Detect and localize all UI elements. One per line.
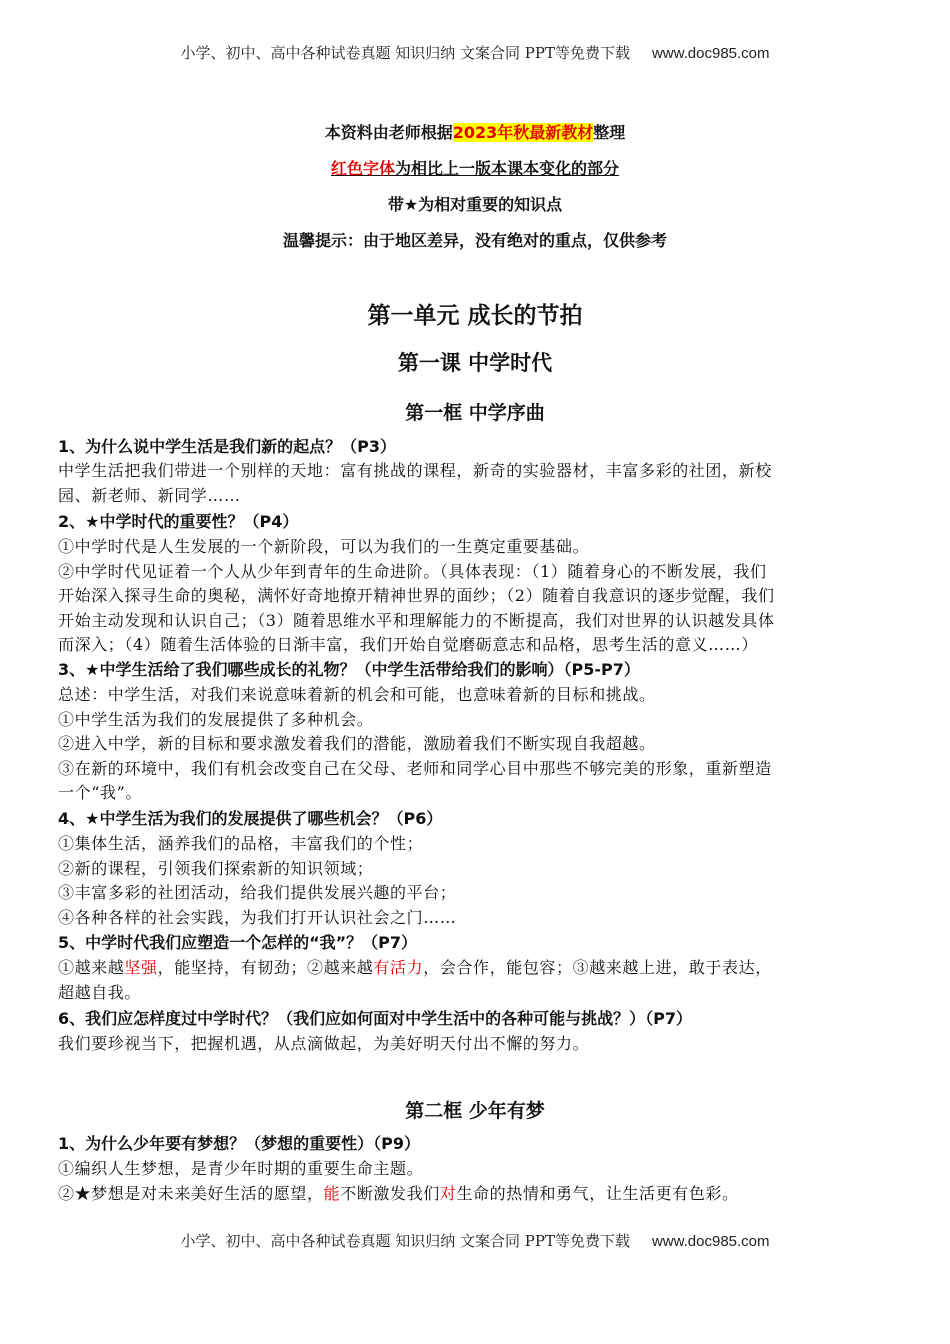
question-6: 6、我们应怎样度过中学时代？（我们应如何面对中学生活中的各种可能与挑战？）（P7） [58,1009,692,1028]
unit-title: 第一单元 成长的节拍 [367,303,583,329]
red-text: 对 [439,1183,457,1203]
question-3: 3、★中学生活给了我们哪些成长的礼物？（中学生活带给我们的影响）（P5-P7） [58,660,640,679]
answer-2: ①中学时代是人生发展的一个新阶段，可以为我们的一生奠定重要基础。 ②中学时代见证着一个人从少年到青年的生命进阶。（具体表现：（1）随着身心的不断发展，我们 开始深入探寻生命的奥秘，满怀好奇地撩开精神世界的面纱；（2）随着自我意识的逐步觉醒，我们 开始主动发现和认识自己；（3）随着思维水平和理解能力的不断提高，我们对世界的认识越发具体 而深入；（4）随着生活体验的日渐丰富，我们开始自觉磨砺意志和品格，思考生活的意义……） [58,537,775,654]
intro-line-4: 温馨提示：由于地区差异，没有绝对的重点，仅供参考 [282,231,667,250]
red-text: 能 [323,1183,341,1203]
question-2: 2、★中学时代的重要性？（P4） [58,512,299,531]
lesson-title: 第一课 中学时代 [397,351,553,375]
section-title: 第一框 中学序曲 [405,402,545,424]
section-title: 第二框 少年有梦 [405,1100,545,1122]
answer-3: 总述：中学生活，对我们来说意味着新的机会和可能，也意味着新的目标和挑战。 ①中学生活为我们的发展提供了多种机会。 ②进入中学，新的目标和要求激发着我们的潜能，激励着我们不断实现自我超越。 ③在新的环境中，我们有机会改变自己在父母、老师和同学心目中那些不够完美的形象，重新塑造 一个“我”。 [58,685,772,802]
answer-1: 中学生活把我们带进一个别样的天地：富有挑战的课程，新奇的实验器材，丰富多彩的社团，新校 园、新老师、新同学…… [58,461,772,505]
answer-4: ①集体生活，涵养我们的品格，丰富我们的个性； ②新的课程，引领我们探索新的知识领域； ③丰富多彩的社团活动，给我们提供发展兴趣的平台； ④各种各样的社会实践，为我们打开认识社会之门…… [58,834,457,927]
answer-5: ①越来越坚强，能坚持，有韧劲；②越来越有活力，会合作，能包容；③越来越上进，敢于表达， 超越自我。 [58,958,772,1002]
intro-line-3: 带★为相对重要的知识点 [387,195,563,214]
page-footer [0,1230,950,1251]
red-text: 坚强 [124,958,158,977]
highlight-textbook: 2023年秋最新教材 [452,123,594,142]
intro-line-2: 红色字体为相比上一版本课本变化的部分 [330,159,620,178]
page-header [0,42,950,63]
red-font-label: 红色字体 [330,159,395,178]
question-4: 4、★中学生活为我们的发展提供了哪些机会？（P6） [58,809,443,828]
question-1: 1、为什么少年要有梦想？（梦想的重要性）（P9） [58,1134,420,1153]
answer-1: ①编织人生梦想，是青少年时期的重要生命主题。 ②★梦想是对未来美好生活的愿望，能不断激发我们对生命的热情和勇气，让生活更有色彩。 [58,1159,739,1203]
header-url[interactable]: www.doc985.com [651,45,770,62]
question-1: 1、为什么说中学生活是我们新的起点？（P3） [58,437,396,456]
intro-line-1: 本资料由老师根据2023年秋最新教材整理 [324,123,626,142]
question-5: 5、中学时代我们应塑造一个怎样的“我”？（P7） [58,933,418,952]
footer-url[interactable]: www.doc985.com [651,1233,770,1250]
header-text: 小学、初中、高中各种试卷真题 知识归纳 文案合同 PPT等免费下载 [180,44,630,62]
footer-text: 小学、初中、高中各种试卷真题 知识归纳 文案合同 PPT等免费下载 [180,1232,630,1250]
red-text: 有活力 [373,958,424,977]
answer-6: 我们要珍视当下，把握机遇，从点滴做起，为美好明天付出不懈的努力。 [58,1034,590,1053]
